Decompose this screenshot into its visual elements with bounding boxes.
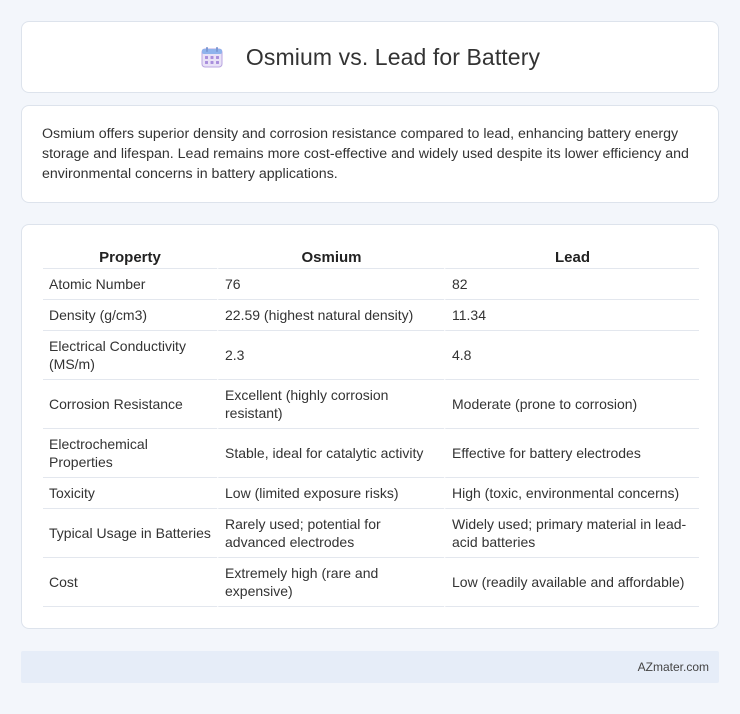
lead-cell: 4.8 [444,331,699,380]
osmium-cell: 22.59 (highest natural density) [217,300,444,331]
property-cell: Electrical Conductivity (MS/m) [43,331,217,380]
table-row [43,429,699,478]
comparison-card [21,224,719,629]
property-cell: Cost [43,558,217,607]
table-row [43,331,699,380]
comparison-table [43,245,699,607]
table-row [43,269,699,300]
property-cell: Density (g/cm3) [43,300,217,331]
property-cell: Toxicity [43,478,217,509]
lead-cell: 82 [444,269,699,300]
description-card [21,105,719,203]
osmium-cell: Excellent (highly corrosion resistant) [217,380,444,429]
lead-cell: Moderate (prone to corrosion) [444,380,699,429]
table-row [43,558,699,607]
table-row [43,300,699,331]
lead-cell: High (toxic, environmental concerns) [444,478,699,509]
footer [21,651,719,683]
page-title: Osmium vs. Lead for Battery [245,43,541,70]
calendar-icon [200,45,224,69]
property-cell: Typical Usage in Batteries [43,509,217,558]
lead-cell: 11.34 [444,300,699,331]
description-text: Osmium offers superior density and corrosion resistance compared to lead, enhancing battery energy storage and lifespan. Lead remains more cost-effective and widely used despite its lower efficiency and environmental concerns in battery applications. [42,126,689,182]
footer-brand: AZmater.com [637,660,709,674]
osmium-cell: Extremely high (rare and expensive) [217,558,444,607]
table-row [43,380,699,429]
lead-cell: Low (readily available and affordable) [444,558,699,607]
osmium-cell: 76 [217,269,444,300]
lead-cell: Widely used; primary material in lead-acid batteries [444,509,699,558]
table-row [43,478,699,509]
property-cell: Atomic Number [43,269,217,300]
osmium-cell: Low (limited exposure risks) [217,478,444,509]
property-cell: Electrochemical Properties [43,429,217,478]
osmium-cell: 2.3 [217,331,444,380]
table-row [43,509,699,558]
title-card [21,21,719,93]
header-osmium: Osmium [217,245,444,269]
osmium-cell: Rarely used; potential for advanced electrodes [217,509,444,558]
property-cell: Corrosion Resistance [43,380,217,429]
table-header-row [43,245,699,269]
lead-cell: Effective for battery electrodes [444,429,699,478]
header-lead: Lead [444,245,699,269]
header-property: Property [43,245,217,269]
osmium-cell: Stable, ideal for catalytic activity [217,429,444,478]
